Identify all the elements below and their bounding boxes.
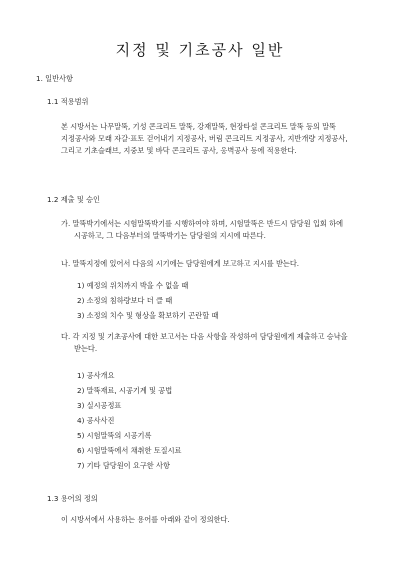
- paragraph: 이 시방서에서 사용하는 용어를 아래와 같이 정의한다.: [61, 515, 230, 524]
- paragraph: 본 시방서는 나무말뚝, 기성 콘크리트 말뚝, 강재말뚝, 현장타설 콘크리트 말뚝 등의 말뚝 지정공사와 모래 자갈·표토 걷어내기 지정공사, 버림 콘크리트 지정공사, 지반개량 지정공사, 그리고 기초슬래브, 지중보 및 바닥 콘크리트 공사, 옹벽공사 등에 적용한다.: [61, 122, 348, 155]
- paragraph: 다. 각 지정 및 기초공사에 대한 보고서는 다음 사항을 작성하여 담당원에게 제출하고 승낙을 받는다.: [61, 332, 348, 353]
- paragraph: 가. 말뚝박기에서는 시험말뚝박기를 시행하여야 하며, 시험말뚝은 반드시 담당원 입회 하에 시공하고, 그 다음부터의 말뚝박기는 담당원의 지시에 따른다.: [61, 219, 344, 240]
- paragraph: 나. 말뚝지정에 있어서 다음의 시기에는 담당원에게 보고하고 지시를 받는다.: [61, 259, 300, 268]
- list-item: 3) 실시공정표: [77, 401, 122, 410]
- list-item: 2) 소정의 침하량보다 더 클 때: [77, 296, 173, 305]
- document-title: 지정 및 기초공사 일반: [115, 41, 285, 59]
- subsection-heading: 1.2 제출 및 승인: [47, 195, 101, 204]
- subsection-heading: 1.1 적용범위: [47, 97, 89, 106]
- list-item: 5) 시험말뚝의 시공기록: [77, 431, 152, 440]
- list-item: 1) 예정의 위치까지 박을 수 없을 때: [77, 281, 189, 290]
- list-item: 1) 공사개요: [77, 371, 115, 380]
- subsection-heading: 1.3 용어의 정의: [47, 494, 98, 503]
- list-item: 3) 소정의 치수 및 형상을 확보하기 곤란할 때: [77, 311, 219, 320]
- list-item: 7) 기타 담당원이 요구한 사항: [77, 461, 170, 470]
- list-item: 6) 시험말뚝에서 채취한 토질시료: [77, 446, 182, 455]
- list-item: 4) 공사사진: [77, 416, 115, 425]
- section-heading: 1. 일반사항: [36, 74, 73, 83]
- list-item: 2) 말뚝재료, 시공기계 및 공법: [77, 386, 173, 395]
